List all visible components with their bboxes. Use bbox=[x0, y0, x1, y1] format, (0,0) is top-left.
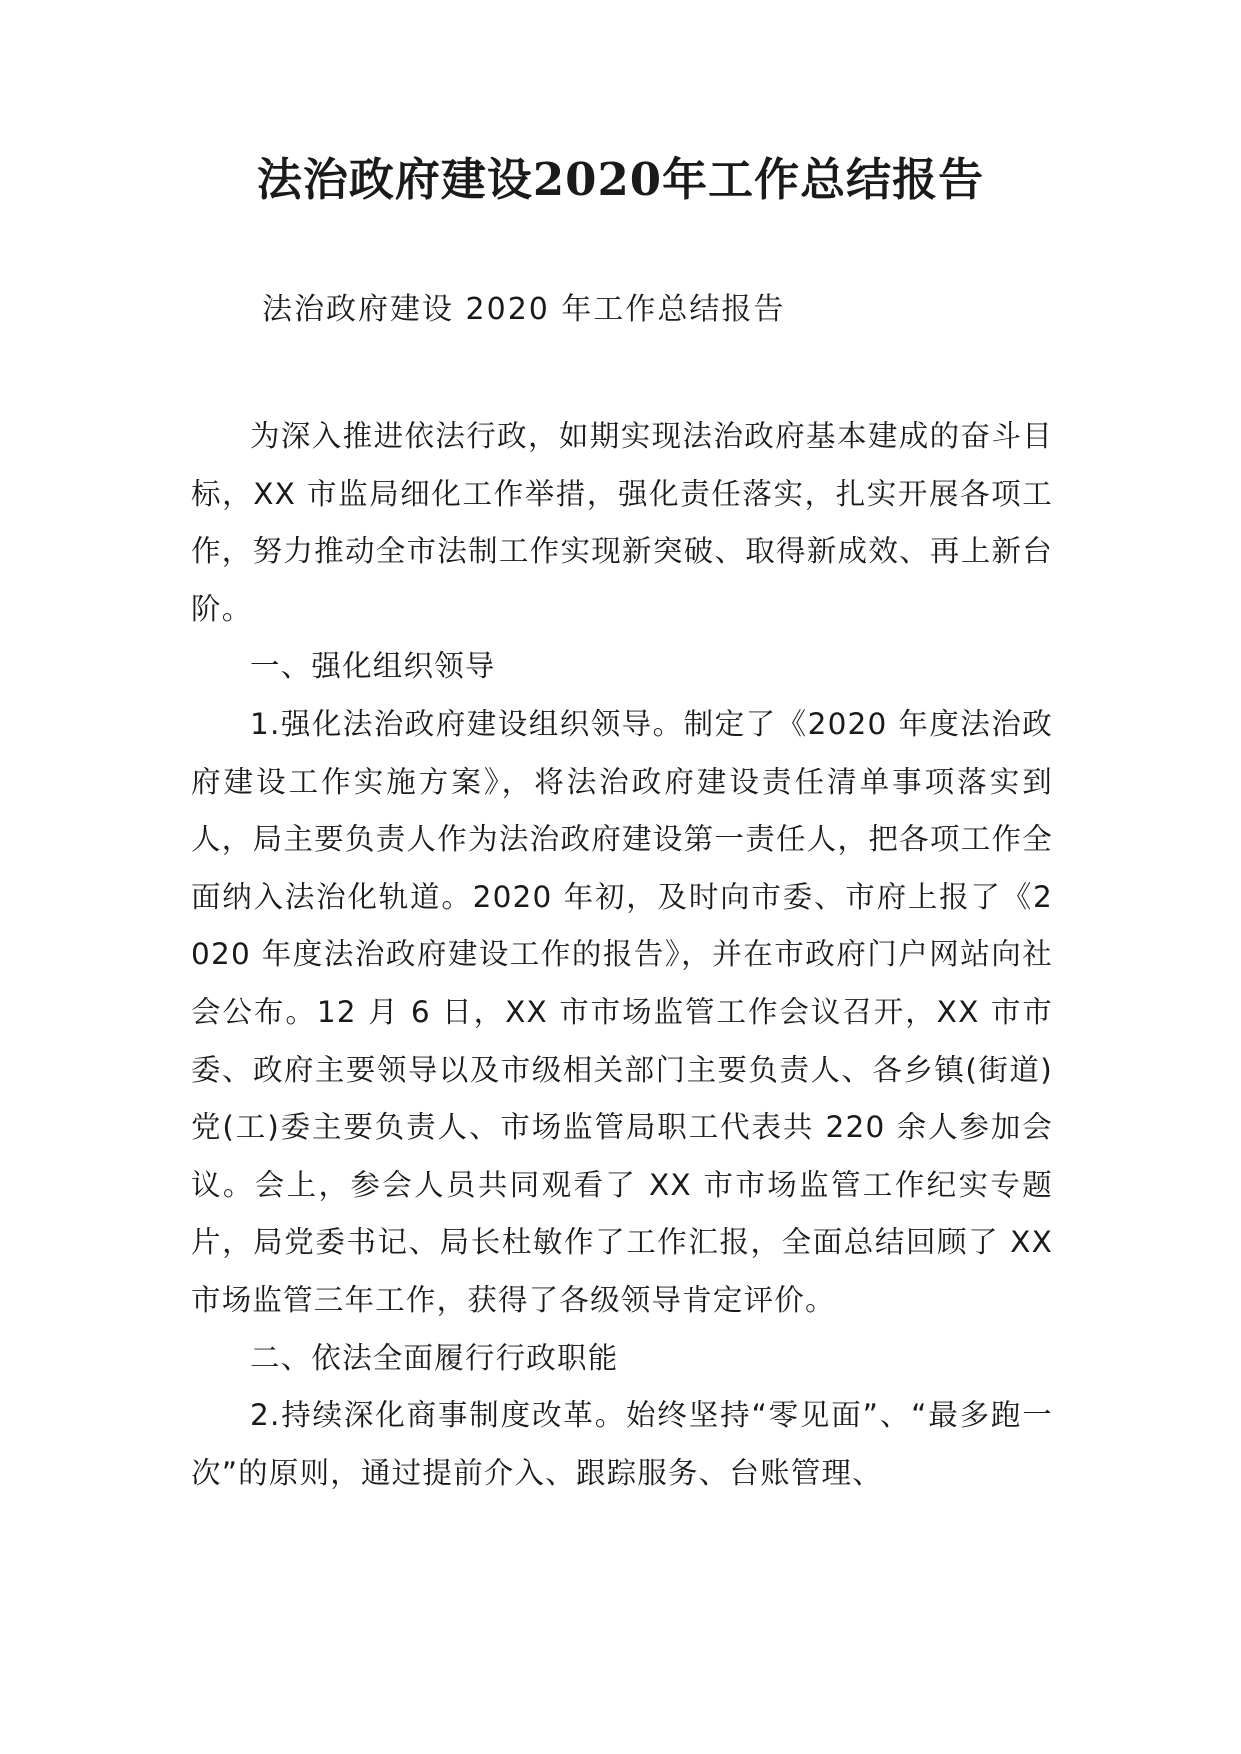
paragraph-2: 2.持续深化商事制度改革。始终坚持“零见面”、“最多跑一次”的原则，通过提前介入、跟踪服务、台账管理、 bbox=[191, 1398, 1053, 1490]
document-body bbox=[191, 408, 1053, 1502]
section-heading-2: 二、依法全面履行行政职能 bbox=[250, 1340, 619, 1375]
intro-paragraph: 为深入推进依法行政，如期实现法治政府基本建成的奋斗目标，XX 市监局细化工作举措，强化责任落实，扎实开展各项工作，努力推动全市法制工作实现新突破、取得新成效、再上新台阶。 bbox=[191, 419, 1053, 626]
section-heading-1: 一、强化组织领导 bbox=[250, 649, 496, 684]
document-subtitle: 法治政府建设 2020 年工作总结报告 bbox=[262, 292, 786, 327]
paragraph-1: 1.强化法治政府建设组织领导。制定了《2020 年度法治政府建设工作实施方案》，将法治政府建设责任清单事项落实到人，局主要负责人作为法治政府建设第一责任人，把各项工作全面纳入法治化轨道。2020 年初，及时向市委、市府上报了《2020 年度法治政府建设工作的报告》，并在市政府门户网站向社会公布。12 月 6 日，XX 市市场监管工作会议召开，XX 市市委、政府主要领导以及市级相关部门主要负责人、各乡镇(街道)党(工)委主要负责人、市场监管局职工代表共 220 余人参加会议。会上，参会人员共同观看了 XX 市市场监管工作纪实专题片，局党委书记、局长杜敏作了工作汇报，全面总结回顾了 XX 市场监管三年工作，获得了各级领导肯定评价。 bbox=[191, 706, 1053, 1317]
document-title: 法治政府建设2020年工作总结报告 bbox=[256, 153, 985, 206]
